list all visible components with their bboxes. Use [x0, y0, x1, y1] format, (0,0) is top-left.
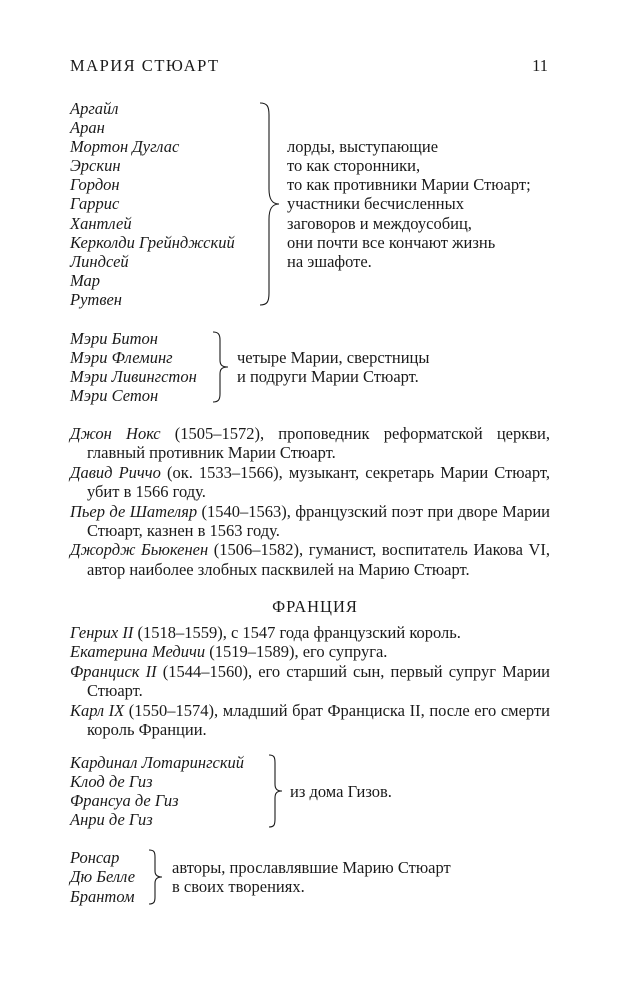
person-note: (1544–1560), его старший сын, первый супруг Марии Стюарт.	[87, 661, 550, 701]
description-line: на эшафоте.	[287, 251, 372, 271]
lord-name: Мар	[70, 270, 101, 290]
guises-description	[290, 782, 392, 801]
section-title-france: ФРАНЦИЯ	[272, 597, 358, 616]
person-name: Пьер де Шателяр	[70, 501, 198, 521]
person-note: (1518–1559), с 1547 года французский король.	[133, 623, 461, 642]
maries-description	[237, 348, 429, 386]
running-title: МАРИЯ СТЮАРТ	[70, 56, 220, 75]
person-entry	[70, 701, 550, 740]
maries-group	[70, 329, 429, 405]
marie-name: Мэри Флеминг	[70, 348, 173, 368]
guise-name: Клод де Гиз	[70, 772, 153, 792]
page-number: 11	[532, 56, 548, 75]
lords-group	[70, 99, 531, 309]
france-entries	[70, 623, 550, 739]
lord-name: Гордон	[70, 175, 120, 195]
person-note: (1505–1572), проповедник реформатской церкви, главный противник Марии Стюарт.	[87, 424, 550, 463]
lord-name: Керколди Грейнджский	[70, 232, 235, 252]
running-head	[70, 56, 548, 76]
lords-description	[287, 137, 531, 271]
poets-description	[172, 858, 451, 896]
guise-name: Франсуа де Гиз	[70, 791, 179, 811]
description-line: из дома Гизов.	[290, 781, 392, 801]
person-entry	[70, 662, 550, 701]
person-entry	[70, 623, 550, 642]
person-entry	[70, 424, 550, 463]
description-line: то как сторонники,	[287, 156, 421, 176]
lord-name: Эрскин	[70, 156, 121, 176]
poets-group	[70, 848, 451, 906]
lord-name: Гаррис	[70, 194, 120, 214]
person-note: (1550–1574), младший брат Франциска II, после его смерти король Франции.	[87, 700, 550, 740]
description-line: заговоров и междоусобиц,	[287, 213, 472, 233]
curly-brace-icon	[257, 101, 283, 307]
person-name: Генрих II	[70, 623, 134, 642]
marie-name: Мэри Ливингстон	[70, 367, 197, 387]
lord-name: Рутвен	[70, 289, 122, 309]
curly-brace-icon	[146, 848, 166, 906]
curly-brace-icon	[266, 753, 286, 829]
description-line: они почти все кончают жизнь	[287, 232, 496, 252]
person-name: Франциск II	[70, 661, 157, 681]
description-line: участники бесчисленных	[287, 194, 464, 214]
lord-name: Хантлей	[70, 213, 132, 233]
lord-name: Мортон Дуглас	[70, 137, 180, 157]
curly-brace-icon	[210, 330, 232, 404]
poet-name: Ронсар	[70, 848, 120, 868]
person-name: Джон Нокс	[70, 424, 161, 443]
person-name: Карл IX	[70, 700, 125, 720]
lord-name: Аргайл	[70, 99, 119, 118]
guise-name: Анри де Гиз	[70, 810, 153, 830]
person-name: Давид Риччо	[70, 462, 161, 482]
person-entry	[70, 642, 550, 661]
guises-group	[70, 753, 392, 829]
person-name: Екатерина Медичи	[70, 642, 206, 662]
person-note: (1540–1563), французский поэт при дворе Марии Стюарт, казнен в 1563 году.	[87, 501, 550, 541]
description-line: и подруги Марии Стюарт.	[237, 367, 419, 387]
person-entry	[70, 540, 550, 579]
poet-name: Брантом	[70, 886, 135, 906]
person-name: Джордж Бьюкенен	[70, 540, 209, 560]
lord-name: Аран	[70, 118, 105, 138]
description-line: лорды, выступающие	[287, 137, 439, 157]
guise-name: Кардинал Лотарингский	[70, 753, 245, 772]
poet-name: Дю Белле	[70, 867, 136, 887]
scots-entries	[70, 424, 550, 579]
description-line: авторы, прославлявшие Марию Стюарт	[172, 857, 451, 877]
person-note: (1506–1582), гуманист, воспитатель Иакова VI, автор наиболее злобных пасквилей на Марию Стюарт.	[87, 540, 550, 579]
person-note: (1519–1589), его супруга.	[205, 642, 388, 662]
person-entry	[70, 502, 550, 541]
guises-names	[70, 753, 266, 829]
description-line: то как противники Марии Стюарт;	[287, 175, 531, 195]
lord-name: Линдсей	[70, 251, 129, 271]
person-note: (ок. 1533–1566), музыкант, секретарь Марии Стюарт, убит в 1566 году.	[87, 462, 550, 502]
lords-names	[70, 99, 257, 309]
marie-name: Мэри Битон	[70, 329, 158, 348]
maries-names	[70, 329, 210, 405]
marie-name: Мэри Сетон	[70, 386, 159, 406]
poets-names	[70, 848, 146, 905]
description-line: в своих творениях.	[172, 877, 305, 896]
person-entry	[70, 463, 550, 502]
description-line: четыре Марии, сверстницы	[237, 348, 430, 368]
